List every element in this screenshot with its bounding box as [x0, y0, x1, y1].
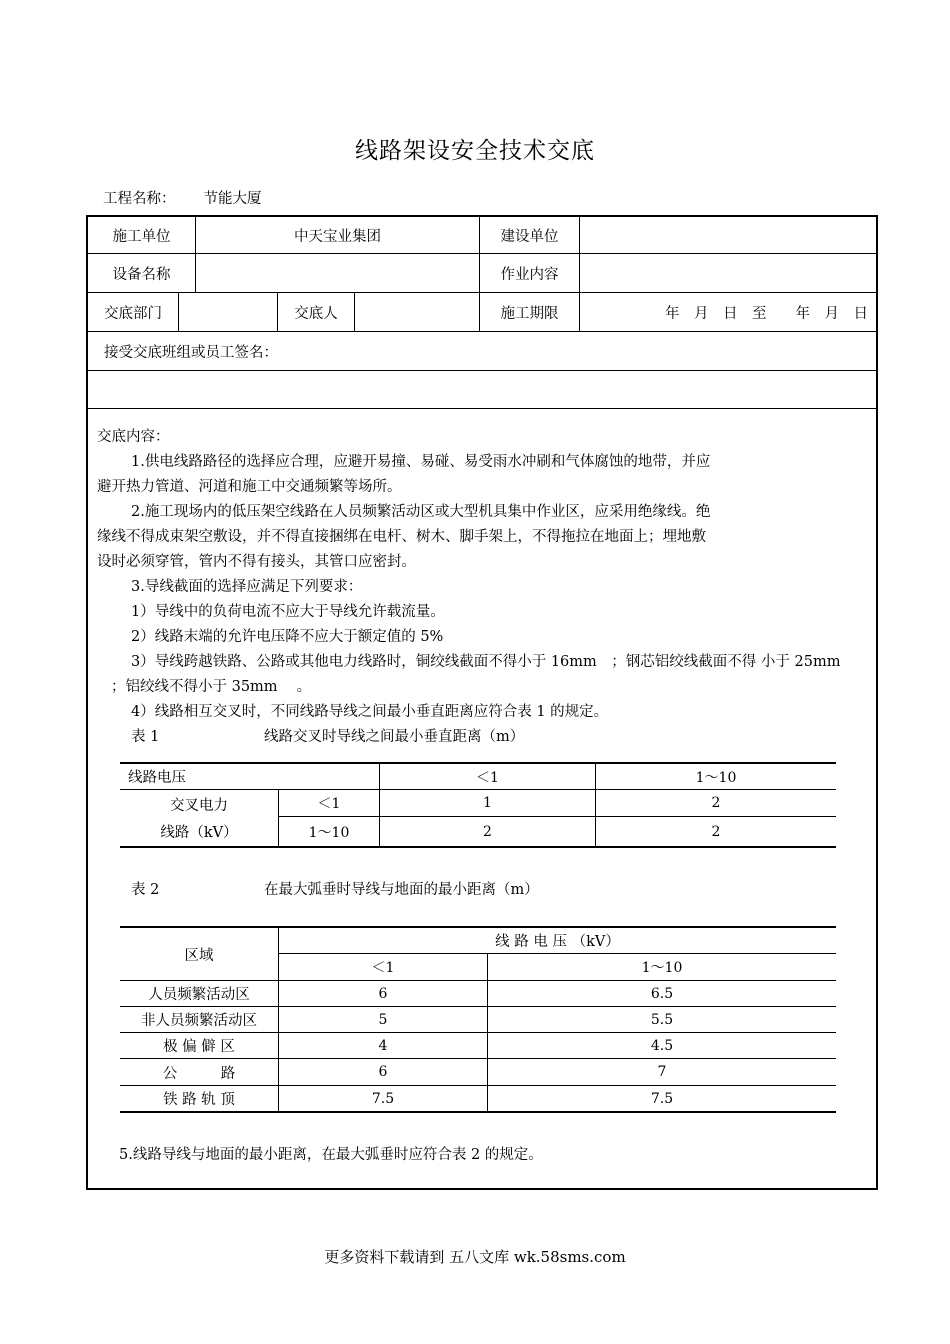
page-title: 线路架设安全技术交底 [355, 138, 595, 164]
table1-cell: 2 [711, 823, 721, 840]
content-note-5: 5.线路导线与地面的最小距离，在最大弧垂时应符合表 2 的规定。 [119, 1147, 543, 1163]
table2-col-header: ＜1 [371, 960, 395, 976]
table2-cell: 5 [378, 1011, 388, 1028]
table1-cell: 1 [483, 795, 492, 811]
table1-row-label: 1～10 [308, 824, 350, 841]
signature-label: 接受交底班组或员工签名： [104, 344, 278, 361]
table2-cell: 7.5 [650, 1090, 674, 1107]
table2-cell: 7.5 [371, 1090, 395, 1107]
table2-row-label: 人员频繁活动区 [148, 987, 250, 1003]
footer-link[interactable]: 更多资料下载请到 五八文库 wk.58sms.com [324, 1248, 626, 1266]
table1-cell: 2 [483, 823, 492, 840]
equipment-label: 设备名称 [112, 266, 171, 283]
table1-row-group-line1: 交叉电力 [170, 797, 228, 814]
equipment-value[interactable] [196, 254, 479, 292]
table2-bottom-rule [120, 1111, 836, 1113]
construction-unit-value[interactable]: 中天宝业集团 [294, 228, 381, 245]
table2-row-label: 非人员频繁活动区 [141, 1013, 257, 1029]
signature-area[interactable] [88, 371, 876, 408]
table2-cell: 6 [378, 985, 388, 1002]
content-line: ；铝绞线不得小于 35mm 。 [111, 679, 312, 695]
content-line: 2.施工现场内的低压架空线路在人员频繁活动区或大型机具集中作业区，应采用绝缘线。绝 [131, 504, 711, 520]
table2-cell: 6 [378, 1064, 388, 1080]
construction-unit-label: 施工单位 [112, 228, 171, 245]
briefing-content [97, 425, 872, 725]
briefer-value[interactable] [355, 293, 479, 331]
content-line: 缘线不得成束架空敷设，并不得直接捆绑在电杆、树木、脚手架上，不得拖拉在地面上；埋地敷 [97, 529, 706, 545]
project-name-row [103, 187, 262, 208]
table1-cell: 2 [711, 795, 721, 811]
content-line: 3）导线跨越铁路、公路或其他电力线路时，铜绞线截面不得小于 16mm ；钢芯铝绞线截面不得 小于 25mm [131, 654, 841, 670]
content-line: 避开热力管道、河道和施工中交通频繁等场所。 [97, 479, 402, 495]
table2-row-label: 公 路 [162, 1065, 236, 1082]
content-line: 1.供电线路路径的选择应合理，应避开易撞、易碰、易受雨水冲刷和气体腐蚀的地带，并应 [131, 454, 711, 470]
table2-caption: 在最大弧垂时导线与地面的最小距离（m） [264, 882, 539, 898]
briefer-label: 交底人 [294, 305, 338, 322]
content-line: 2）线路末端的允许电压降不应大于额定值的 5% [131, 629, 444, 645]
content-line: 3.导线截面的选择应满足下列要求： [131, 579, 363, 595]
period-value[interactable]: 年 月 日 至 年 月 日 [665, 305, 868, 322]
dept-value[interactable] [179, 293, 277, 331]
period-label: 施工期限 [500, 305, 559, 322]
table2-col-header: 1～10 [641, 960, 683, 976]
table2-cell: 4 [378, 1037, 388, 1054]
project-label: 工程名称： [103, 191, 176, 207]
work-content-value[interactable] [580, 254, 876, 292]
table1-row-group-line2: 线路（kV） [160, 825, 238, 841]
owner-unit-label: 建设单位 [500, 228, 559, 245]
table2-voltage-header: 线 路 电 压 （kV） [495, 934, 620, 950]
content-line: 1）导线中的负荷电流不应大于导线允许载流量。 [131, 604, 445, 620]
table1-caption: 线路交叉时导线之间最小垂直距离（m） [264, 729, 525, 745]
table2-cell: 6.5 [650, 985, 674, 1002]
content-line: 设时必须穿管，管内不得有接头，其管口应密封。 [97, 554, 416, 570]
dept-label: 交底部门 [104, 305, 162, 322]
table2-row-label: 铁 路 轨 顶 [163, 1092, 235, 1108]
project-value: 节能大厦 [203, 191, 262, 207]
table2-row-label: 极 偏 僻 区 [163, 1039, 235, 1055]
table2-cell: 7 [657, 1064, 667, 1080]
table2-area-header: 区域 [184, 947, 214, 964]
table1-col-header: 1～10 [695, 769, 737, 786]
table1-col-header: ＜1 [476, 769, 499, 786]
table2-cell: 4.5 [650, 1037, 674, 1054]
table1-header-label: 线路电压 [128, 770, 186, 786]
table1-row-label: ＜1 [317, 796, 341, 812]
table1-bottom-rule [120, 846, 836, 848]
table2-cell: 5.5 [650, 1011, 674, 1028]
content-line: 4）线路相互交叉时，不同线路导线之间最小垂直距离应符合表 1 的规定。 [131, 704, 609, 720]
owner-unit-value[interactable] [580, 217, 876, 253]
table2-caption-no: 表 2 [131, 882, 160, 898]
content-heading: 交底内容： [97, 429, 170, 445]
row-divider [88, 408, 876, 409]
work-content-label: 作业内容 [500, 266, 559, 283]
table1-caption-no: 表 1 [131, 729, 160, 745]
